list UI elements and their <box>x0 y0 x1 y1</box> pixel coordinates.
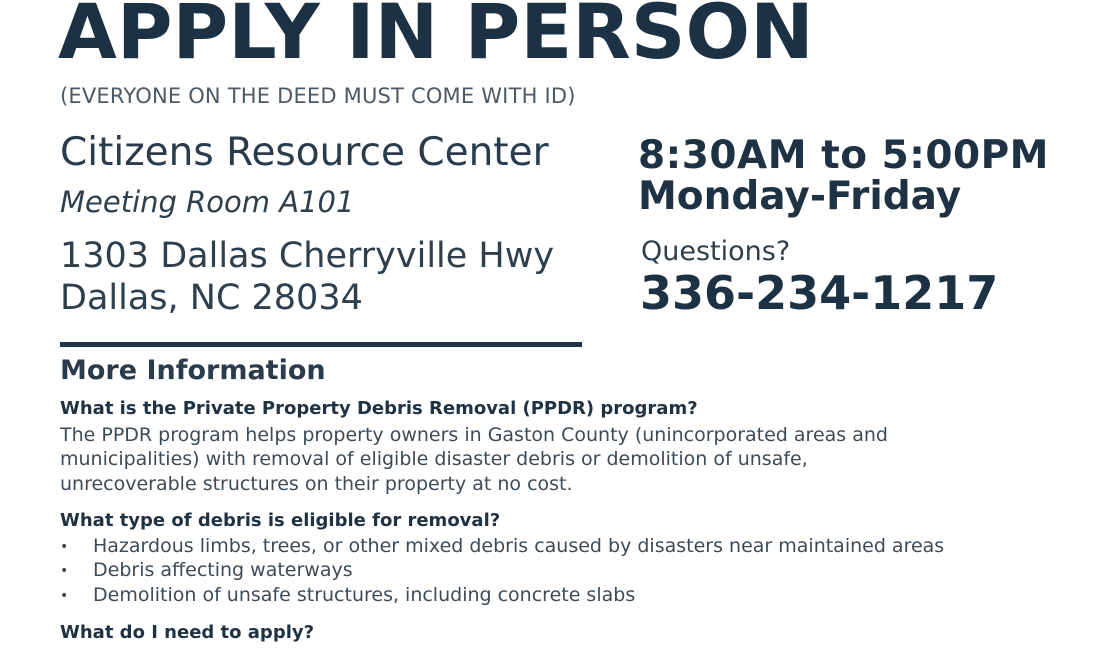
list-item: Demolition of unsafe structures, including concrete slabs <box>93 584 636 606</box>
address-line-1: 1303 Dallas Cherryville Hwy <box>60 236 555 276</box>
answer-line: unrecoverable structures on their property at no cost. <box>60 473 573 495</box>
more-info-heading: More Information <box>60 355 326 386</box>
question-ppdr: What is the Private Property Debris Removal (PPDR) program? <box>60 398 698 419</box>
bullet-mark: • <box>60 539 69 555</box>
list-item: Debris affecting waterways <box>93 559 353 581</box>
answer-line: The PPDR program helps property owners in Gaston County (unincorporated areas and <box>60 424 888 446</box>
page-subtitle: (EVERYONE ON THE DEED MUST COME WITH ID) <box>60 84 576 108</box>
question-how-to-apply: What do I need to apply? <box>60 622 315 643</box>
list-item: Hazardous limbs, trees, or other mixed debris caused by disasters near maintained areas <box>93 535 945 557</box>
office-days: Monday-Friday <box>638 174 962 219</box>
bullet-mark: • <box>60 588 69 604</box>
office-hours: 8:30AM to 5:00PM <box>638 133 1049 178</box>
phone-number: 336-234-1217 <box>640 266 999 320</box>
answer-line: municipalities) with removal of eligible disaster debris or demolition of unsafe, <box>60 448 808 470</box>
room-name: Meeting Room A101 <box>60 185 355 219</box>
address-line-2: Dallas, NC 28034 <box>60 278 363 318</box>
questions-label: Questions? <box>641 236 791 267</box>
page-title: APPLY IN PERSON <box>58 0 814 76</box>
question-eligible-debris: What type of debris is eligible for removal? <box>60 510 501 531</box>
bullet-mark: • <box>60 563 69 579</box>
section-divider <box>60 342 582 347</box>
venue-name: Citizens Resource Center <box>60 130 549 175</box>
